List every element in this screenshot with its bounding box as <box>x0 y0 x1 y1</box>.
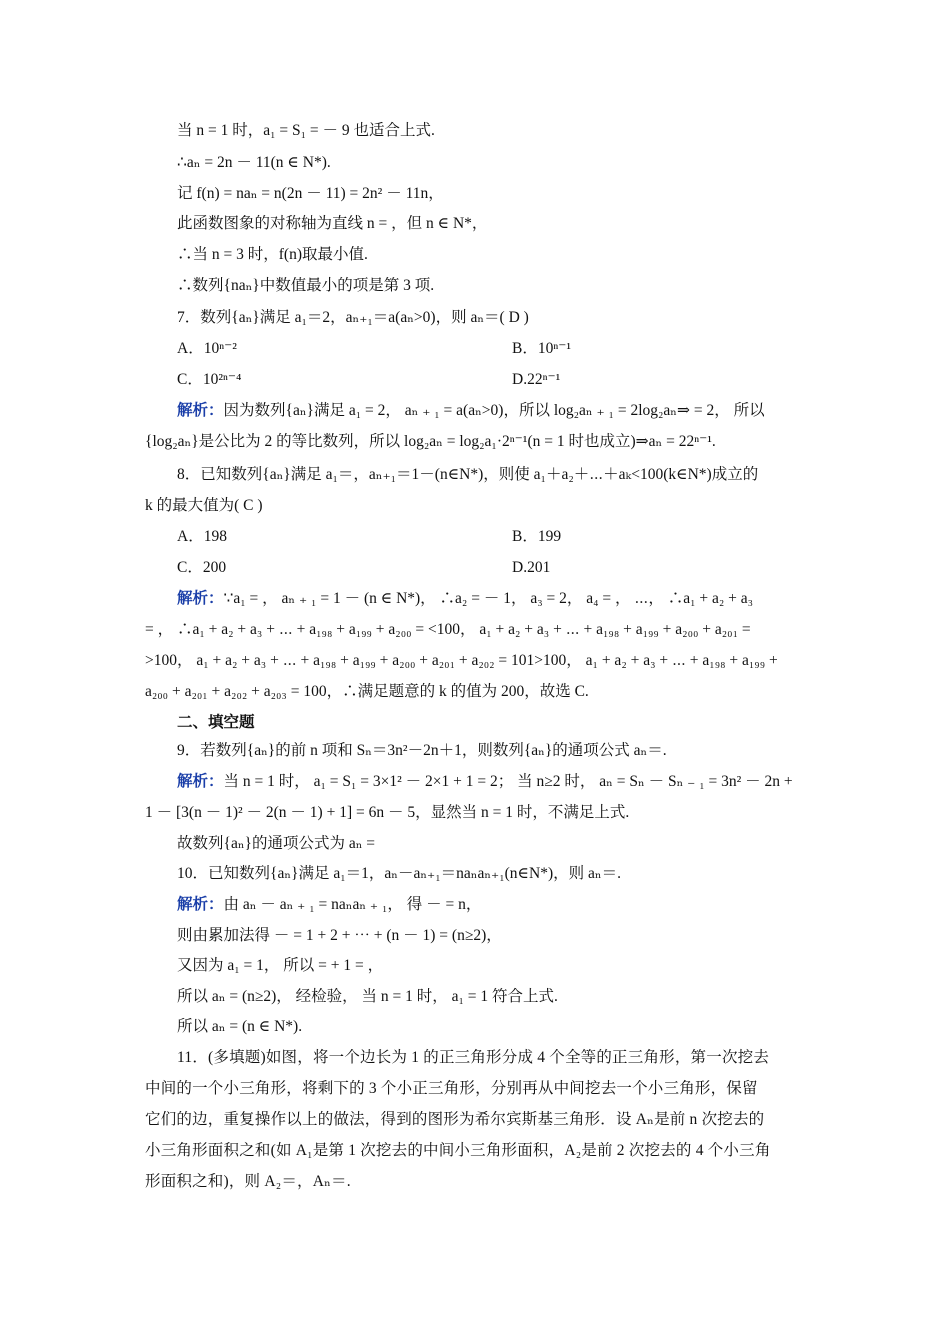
q7-solution-line-2: {log₂aₙ}是公比为 2 的等比数列，所以 log₂aₙ = log₂a₁·2ⁿ⁻¹(n = 1 时也成立)⇒aₙ = 22ⁿ⁻¹. <box>145 433 716 450</box>
q10-solution-line-2: 则由累加法得 － = 1 + 2 + ⋯ + (n － 1) = (n≥2)， <box>177 927 502 944</box>
q8-option-d: D.201 <box>512 559 551 576</box>
q9-solution-text-1: 当 n = 1 时， a₁ = S₁ = 3×1² － 2×1 + 1 = 2； 当 n≥2 时， aₙ = Sₙ － Sₙ ₋ ₁ = 3n² － 2n + <box>223 773 793 790</box>
sol6-line-6: ∴数列{naₙ}中数值最小的项是第 3 项. <box>177 277 435 294</box>
q7-solution-text-1: 因为数列{aₙ}满足 a₁ = 2， aₙ ₊ ₁ = a(aₙ>0)，所以 log₂aₙ ₊ ₁ = 2log₂aₙ⇒ = 2， 所以 <box>223 402 765 419</box>
q8-stem-line-1: 8．已知数列{aₙ}满足 a₁＝，aₙ₊₁＝1－(n∈N*)，则使 a₁＋a₂＋⋯＋aₖ<100(k∈N*)成立的 <box>177 466 759 483</box>
solution-label: 解析： <box>177 590 224 607</box>
sol6-line-4: 此函数图象的对称轴为直线 n = ，但 n ∈ N*， <box>177 215 488 232</box>
q10-solution-line-3: 又因为 a₁ = 1， 所以 = + 1 = ， <box>177 957 384 974</box>
q9-solution-line-1 <box>177 772 793 792</box>
q8-solution-line-1 <box>177 589 753 609</box>
q7-option-a: A．10ⁿ⁻² <box>177 340 237 357</box>
q7-option-b: B．10ⁿ⁻¹ <box>512 340 572 357</box>
q7-solution-line-1 <box>177 401 765 421</box>
q7-stem: 7．数列{aₙ}满足 a₁＝2，aₙ₊₁＝a(aₙ>0)，则 aₙ＝( D ) <box>177 309 529 326</box>
q9-solution-line-2: 1 － [3(n － 1)² － 2(n － 1) + 1] = 6n － 5，显然当 n = 1 时，不满足上式. <box>145 804 630 821</box>
q8-option-b: B．199 <box>512 528 562 545</box>
sol6-line-5: ∴当 n = 3 时，f(n)取最小值. <box>177 246 368 263</box>
q11-line-3: 它们的边，重复操作以上的做法，得到的图形为希尔宾斯基三角形．设 Aₙ是前 n 次挖去的 <box>145 1111 765 1128</box>
q10-solution-text-1: 由 aₙ － aₙ ₊ ₁ = naₙaₙ ₊ ₁， 得 － = n， <box>223 896 482 913</box>
q10-stem: 10．已知数列{aₙ}满足 a₁＝1，aₙ－aₙ₊₁＝naₙaₙ₊₁(n∈N*)，则 aₙ＝. <box>177 865 621 882</box>
q8-stem-line-2: k 的最大值为( C ) <box>145 497 263 514</box>
sol6-line-3: 记 f(n) = naₙ = n(2n － 11) = 2n² － 11n， <box>177 185 444 202</box>
sol6-line-2: ∴aₙ = 2n － 11(n ∈ N*). <box>177 154 331 171</box>
q8-solution-line-2: = ， ∴a₁ + a₂ + a₃ + ⋯ + a₁₉₈ + a₁₉₉ + a₂₀₀ = <100， a₁ + a₂ + a₃ + ⋯ + a₁₉₈ + a₁₉₉ + a₂₀₀ + a₂₀₁ = <box>145 621 751 638</box>
q11-line-1: 11．(多填题)如图，将一个边长为 1 的正三角形分成 4 个全等的正三角形，第一次挖去 <box>177 1049 770 1066</box>
q11-line-5: 形面积之和)，则 A₂＝，Aₙ＝. <box>145 1173 351 1190</box>
q10-solution-line-5: 所以 aₙ = (n ∈ N*). <box>177 1018 303 1035</box>
q7-option-d: D.22ⁿ⁻¹ <box>512 371 561 388</box>
q8-solution-line-4: a₂₀₀ + a₂₀₁ + a₂₀₂ + a₂₀₃ = 100，∴满足题意的 k 的值为 200，故选 C. <box>145 683 589 700</box>
q10-solution-line-4: 所以 aₙ = (n≥2)， 经检验， 当 n = 1 时， a₁ = 1 符合上式. <box>177 988 558 1005</box>
q8-solution-text-1: ∵a₁ = ， aₙ ₊ ₁ = 1 － (n ∈ N*)， ∴a₂ = － 1， a₃ = 2， a₄ = ， ⋯， ∴a₁ + a₂ + a₃ <box>223 590 754 607</box>
sol6-line-1: 当 n = 1 时，a₁ = S₁ = － 9 也适合上式. <box>177 122 435 139</box>
solution-label: 解析： <box>177 773 224 790</box>
q11-line-4: 小三角形面积之和(如 A₁是第 1 次挖去的中间小三角形面积，A₂是前 2 次挖去的 4 个小三角 <box>145 1142 771 1159</box>
solution-label: 解析： <box>177 896 224 913</box>
q11-line-2: 中间的一个小三角形，将剩下的 3 个小正三角形，分别再从中间挖去一个小三角形，保留 <box>145 1080 758 1097</box>
q8-solution-line-3: >100， a₁ + a₂ + a₃ + ⋯ + a₁₉₈ + a₁₉₉ + a₂₀₀ + a₂₀₁ + a₂₀₂ = 101>100， a₁ + a₂ + a₃ + ⋯ + a₁₉₈ + a₁₉₉ + <box>145 652 778 669</box>
q9-solution-line-3: 故数列{aₙ}的通项公式为 aₙ = <box>177 835 376 852</box>
q8-option-a: A．198 <box>177 528 227 545</box>
q10-solution-line-1 <box>177 895 481 915</box>
q8-option-c: C．200 <box>177 559 227 576</box>
solution-label: 解析： <box>177 402 224 419</box>
section-heading: 二、填空题 <box>177 714 255 731</box>
q7-option-c: C．10²ⁿ⁻⁴ <box>177 371 242 388</box>
q9-stem: 9．若数列{aₙ}的前 n 项和 Sₙ＝3n²－2n＋1，则数列{aₙ}的通项公式 aₙ＝. <box>177 742 667 759</box>
